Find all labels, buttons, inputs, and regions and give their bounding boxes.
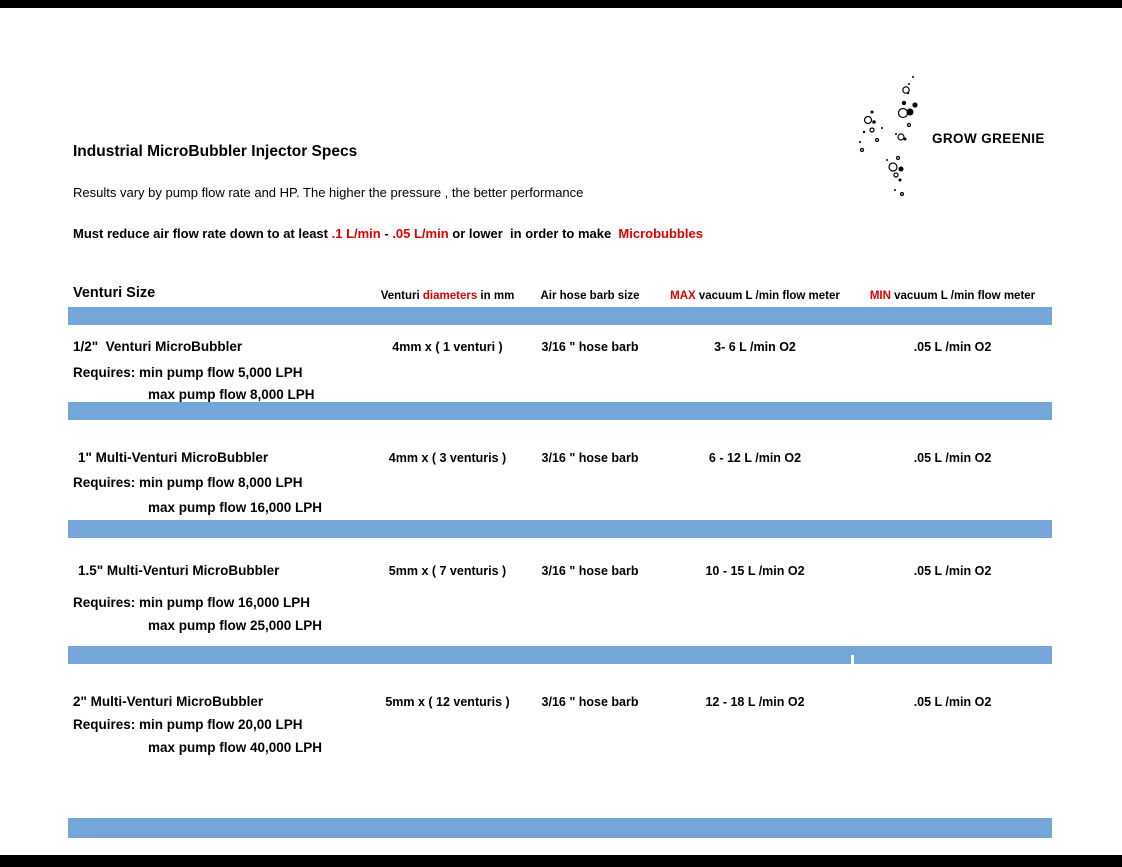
separator-bar <box>68 402 1052 420</box>
warning-text: Must reduce air flow rate down to at least <box>73 226 332 241</box>
cell-hose-barb: 3/16 " hose barb <box>541 564 639 578</box>
cell-min-vacuum: .05 L /min O2 <box>913 695 992 709</box>
cell-diameter: 5mm x ( 7 venturis ) <box>388 564 507 578</box>
column-header-hose-barb: Air hose barb size <box>540 290 640 302</box>
row-requires-max: max pump flow 16,000 LPH <box>148 500 323 515</box>
cell-max-vacuum: 10 - 15 L /min O2 <box>705 564 805 578</box>
column-header-diameters <box>360 290 535 302</box>
header-max-post: vacuum L /min flow meter <box>695 290 840 302</box>
air-flow-warning <box>73 226 703 241</box>
header-min-red: MIN <box>869 290 891 302</box>
warning-dash: - <box>380 226 393 241</box>
separator-bar <box>68 818 1052 838</box>
row-requires-min: Requires: min pump flow 5,000 LPH <box>73 365 303 380</box>
row-requires-min: Requires: min pump flow 8,000 LPH <box>73 475 303 490</box>
column-header-venturi-size: Venturi Size <box>73 285 156 301</box>
cell-diameter: 5mm x ( 12 venturis ) <box>385 695 510 709</box>
cell-min-vacuum: .05 L /min O2 <box>913 340 992 354</box>
row-requires-min: Requires: min pump flow 20,00 LPH <box>73 717 303 732</box>
row-requires-max: max pump flow 8,000 LPH <box>148 387 315 402</box>
cell-hose-barb: 3/16 " hose barb <box>541 695 639 709</box>
row-requires-min: Requires: min pump flow 16,000 LPH <box>73 595 311 610</box>
cell-max-vacuum: 3- 6 L /min O2 <box>714 340 796 354</box>
column-header-min-vacuum <box>860 290 1045 302</box>
cell-hose-barb: 3/16 " hose barb <box>541 451 639 465</box>
row-product-name: 1" Multi-Venturi MicroBubbler <box>78 450 269 465</box>
column-header-max-vacuum <box>660 290 850 302</box>
warning-rate-1: .1 L/min <box>331 226 381 241</box>
page-subtitle: Results vary by pump flow rate and HP. The higher the pressure , the better performance <box>73 185 584 200</box>
header-diameters-post: in mm <box>477 290 515 302</box>
page-title: Industrial MicroBubbler Injector Specs <box>73 143 358 160</box>
warning-text-2: or lower in order to make <box>448 226 619 241</box>
cell-min-vacuum: .05 L /min O2 <box>913 564 992 578</box>
cell-diameter: 4mm x ( 1 venturi ) <box>392 340 503 354</box>
row-product-name: 2" Multi-Venturi MicroBubbler <box>73 694 264 709</box>
bubbles-icon <box>852 70 932 200</box>
bottom-black-strip <box>0 855 1122 867</box>
header-diameters-red: diameters <box>422 290 478 302</box>
bar-notch <box>851 655 854 664</box>
header-min-post: vacuum L /min flow meter <box>890 290 1036 302</box>
warning-microbubbles: Microbubbles <box>618 226 703 241</box>
separator-bar <box>68 520 1052 538</box>
cell-min-vacuum: .05 L /min O2 <box>913 451 992 465</box>
row-product-name: 1/2" Venturi MicroBubbler <box>73 339 243 354</box>
top-black-strip <box>0 0 1122 8</box>
header-diameters-pre: Venturi <box>380 290 423 302</box>
logo-wordmark: GROW GREENIE <box>932 131 1045 146</box>
separator-bar <box>68 307 1052 325</box>
header-max-red: MAX <box>670 290 696 302</box>
warning-rate-2: .05 L/min <box>392 226 449 241</box>
cell-diameter: 4mm x ( 3 venturis ) <box>388 451 507 465</box>
row-requires-max: max pump flow 25,000 LPH <box>148 618 323 633</box>
separator-bar <box>68 646 1052 664</box>
cell-max-vacuum: 6 - 12 L /min O2 <box>708 451 802 465</box>
cell-max-vacuum: 12 - 18 L /min O2 <box>705 695 805 709</box>
cell-hose-barb: 3/16 " hose barb <box>541 340 639 354</box>
row-product-name: 1.5" Multi-Venturi MicroBubbler <box>78 563 280 578</box>
row-requires-max: max pump flow 40,000 LPH <box>148 740 323 755</box>
